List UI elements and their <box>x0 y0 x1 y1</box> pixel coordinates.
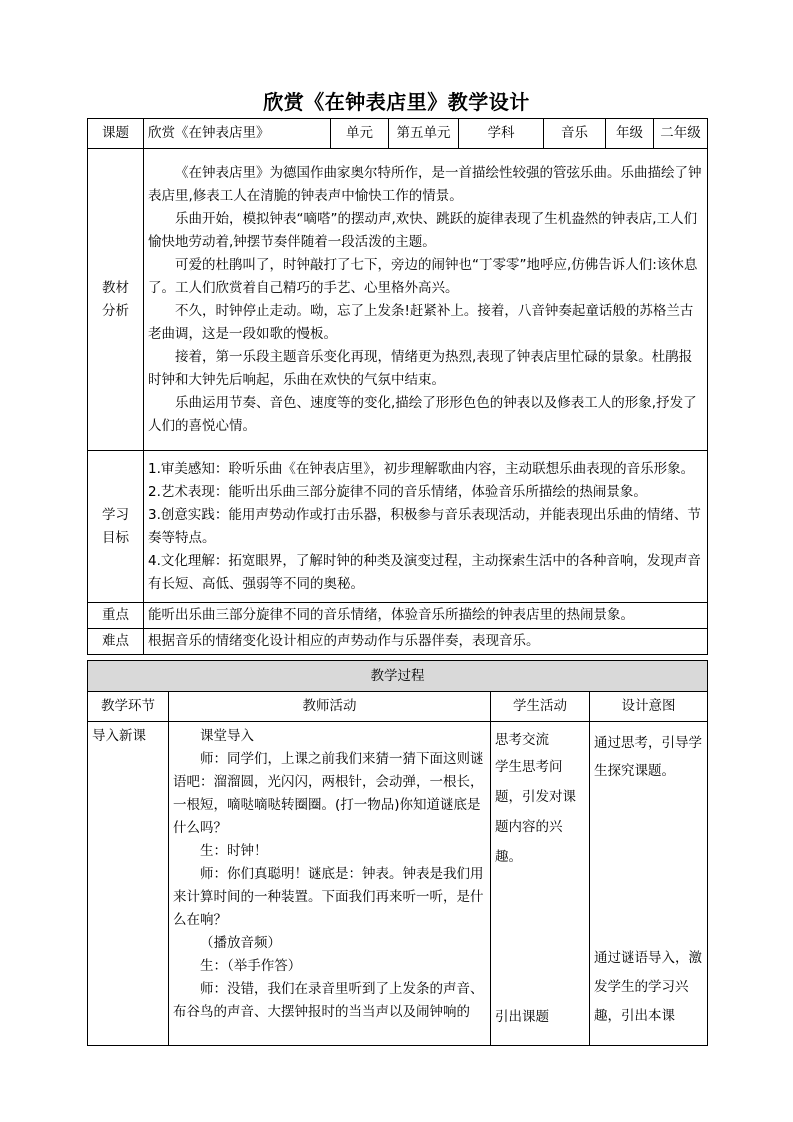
unit-value: 第五单元 <box>389 119 459 149</box>
analysis-paragraph: 不久，时钟停止走动。呦，忘了上发条!赶紧补上。接着，八音钟奏起童话般的苏格兰古老曲调，这是一段如歌的慢板。 <box>148 302 694 342</box>
difficulty-row <box>88 629 708 655</box>
teacher-line: 师：你们真聪明！谜底是：钟表。钟表是我们用来计算时间的一种装置。下面我们再来听一听，是什么在响？ <box>173 866 484 928</box>
info-table <box>87 118 708 655</box>
course-label: 课题 <box>88 119 144 149</box>
difficulty-text: 根据音乐的情绪变化设计相应的声势动作与乐器伴奏，表现音乐。 <box>144 629 708 655</box>
student-line: 引出课题 <box>495 1009 549 1025</box>
grade-value: 二年级 <box>654 119 708 149</box>
subject-value: 音乐 <box>544 119 606 149</box>
student-line: 学生思考问题，引发对课题内容的兴趣。 <box>495 759 576 865</box>
key-point-label: 重点 <box>88 603 144 629</box>
process-table <box>87 660 708 1046</box>
key-point-text: 能听出乐曲三部分旋律不同的音乐情绪，体验音乐所描绘的钟表店里的热闹景象。 <box>144 603 708 629</box>
teacher-line: （播放音频） <box>200 935 281 951</box>
intent-line: 通过思考，引导学生探究课题。 <box>594 735 702 779</box>
intent-line: 通过谜语导入，激发学生的学习兴趣，引出本课 <box>594 950 702 1024</box>
grade-label: 年级 <box>606 119 654 149</box>
goal-item: 2.艺术表现：能听出乐曲三部分旋律不同的音乐情绪，体验音乐所描绘的热闹景象。 <box>148 483 647 500</box>
teacher-line: 课堂导入 <box>200 728 254 744</box>
process-row-intro <box>88 722 708 1046</box>
column-header-intent: 设计意图 <box>590 692 708 722</box>
analysis-label: 教材 分析 <box>88 149 144 451</box>
stage-cell: 导入新课 <box>88 722 169 1046</box>
analysis-paragraph: 可爱的杜鹃叫了，时钟敲打了七下，旁边的闹钟也“丁零零”地呼应,仿佛告诉人们:该休息了。工人们欣赏着自己精巧的手艺、心里格外高兴。 <box>148 256 698 296</box>
teacher-line: 师：没错，我们在录音里听到了上发条的声音、布谷鸟的声音、大摆钟报时的当当声以及闹钟响的 <box>173 981 484 1020</box>
teacher-line: 生：（举手作答） <box>200 958 302 974</box>
student-activity-cell <box>491 722 590 1046</box>
column-header-teacher: 教师活动 <box>169 692 491 722</box>
student-line: 思考交流 <box>495 732 549 748</box>
teacher-line: 师：同学们，上课之前我们来猜一猜下面这则谜语吧：溜溜圆，光闪闪，两根针，会动弹，一根长，一根短，嘀哒嘀哒转圈圈。(打一物品)你知道谜底是什么吗？ <box>173 751 484 836</box>
column-header-student: 学生活动 <box>491 692 590 722</box>
analysis-row <box>88 149 708 451</box>
course-value: 欣赏《在钟表店里》 <box>144 119 331 149</box>
goals-row <box>88 451 708 603</box>
analysis-paragraph: 接着，第一乐段主题音乐变化再现，情绪更为热烈,表现了钟表店里忙碌的景象。杜鹃报时钟和大钟先后响起，乐曲在欢快的气氛中结束。 <box>148 348 693 388</box>
goal-item: 4.文化理解：拓宽眼界，了解时钟的种类及演变过程，主动探索生活中的各种音响，发现声音有长短、高低、强弱等不同的奥秘。 <box>148 552 701 592</box>
goal-item: 1.审美感知：聆听乐曲《在钟表店里》，初步理解歌曲内容，主动联想乐曲表现的音乐形象。 <box>148 460 695 477</box>
page-title: 欣赏《在钟表店里》教学设计 <box>263 90 530 114</box>
goal-item: 3.创意实践：能用声势动作或打击乐器，积极参与音乐表现活动，并能表现出乐曲的情绪、节奏等特点。 <box>148 506 701 546</box>
intent-cell <box>590 722 708 1046</box>
process-header-row <box>88 661 708 692</box>
analysis-content <box>144 149 708 451</box>
process-columns-row <box>88 692 708 722</box>
difficulty-label: 难点 <box>88 629 144 655</box>
analysis-paragraph: 《在钟表店里》为德国作曲家奥尔特所作，是一首描绘性较强的管弦乐曲。乐曲描绘了钟表店里,修表工人在清脆的钟表声中愉快工作的情景。 <box>148 164 702 204</box>
teacher-line: 生：时钟！ <box>200 843 268 859</box>
course-row <box>88 119 708 149</box>
goals-label: 学习 目标 <box>88 451 144 603</box>
goals-content <box>144 451 708 603</box>
analysis-paragraph: 乐曲运用节奏、音色、速度等的变化,描绘了形形色色的钟表以及修表工人的形象,抒发了人们的喜悦心情。 <box>148 394 697 434</box>
subject-label: 学科 <box>459 119 544 149</box>
unit-label: 单元 <box>331 119 389 149</box>
process-header: 教学过程 <box>88 661 708 692</box>
analysis-paragraph: 乐曲开始，模拟钟表“嘀嗒”的摆动声,欢快、跳跃的旋律表现了生机盎然的钟表店,工人们愉快地劳动着,钟摆节奏伴随着一段活泼的主题。 <box>148 210 698 250</box>
key-point-row <box>88 603 708 629</box>
column-header-stage: 教学环节 <box>88 692 169 722</box>
teacher-activity-cell <box>169 722 491 1046</box>
